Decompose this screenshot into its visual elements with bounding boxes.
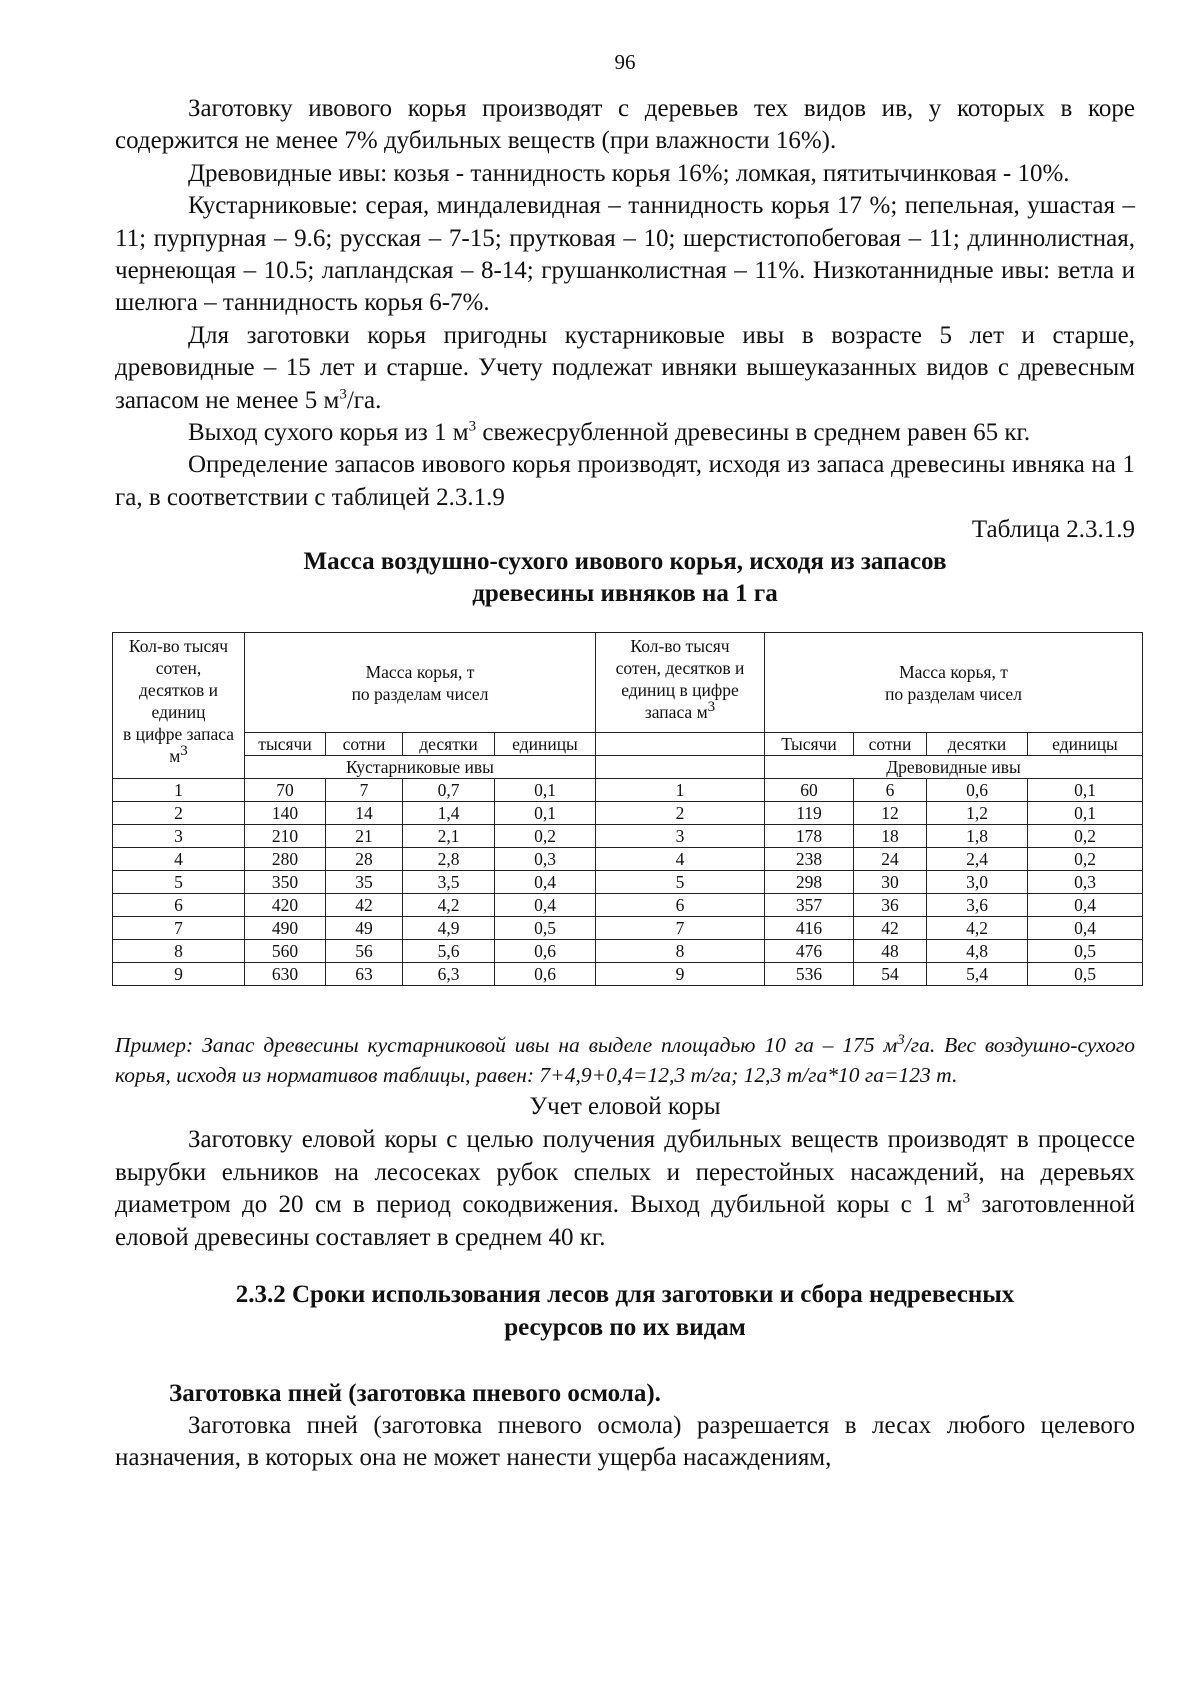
table-cell: 5 [596,871,765,894]
table-cell: 9 [113,963,245,986]
subheader-cell: сотни [854,733,927,756]
subheader-cell: единицы [495,733,596,756]
table-row [113,779,1143,802]
table-cell: 7 [596,917,765,940]
subheader-cell: десятки [403,733,495,756]
table-cell: 54 [854,963,927,986]
table-cell: 298 [765,871,854,894]
table-row [113,963,1143,986]
table-cell: 1,8 [927,825,1028,848]
subheader-cell: Тысячи [765,733,854,756]
table-cell: 3,5 [403,871,495,894]
header-mass-right: Масса корья, т по разделам чисел [765,633,1143,733]
table-cell: 0,1 [1028,779,1143,802]
table-cell: 60 [765,779,854,802]
table-cell: 18 [854,825,927,848]
paragraph-5: Выход сухого корья из 1 $м^3$ свежесрубленной древесины в среднем равен 65 кг. [188,418,1031,447]
table-cell: 357 [765,894,854,917]
table-cell: 416 [765,917,854,940]
table-cell: 4,9 [403,917,495,940]
table-row [113,802,1143,825]
table-cell: 49 [326,917,403,940]
table-title-line-2: древесины ивняков на 1 га [472,580,778,608]
table-cell: 6 [596,894,765,917]
table-cell: 6 [113,894,245,917]
table-cell: 3,0 [927,871,1028,894]
paragraph-2: Древовидные ивы: козья - таннидность корья 16%; ломкая, пятитычинковая - 10%. [188,159,1070,187]
table-cell: 0,6 [927,779,1028,802]
table-cell: 0,1 [495,779,596,802]
bark-mass-table [112,632,1143,986]
table-cell: 2 [113,802,245,825]
table-cell: 28 [326,848,403,871]
table-cell: 420 [245,894,326,917]
table-cell: 8 [113,940,245,963]
table-cell: 3,6 [927,894,1028,917]
table-cell: 0,1 [1028,802,1143,825]
table-cell: 0,5 [1028,940,1143,963]
table-label: Таблица 2.3.1.9 [971,516,1135,544]
table-row [113,848,1143,871]
table-cell: 36 [854,894,927,917]
table-cell: 0,3 [495,848,596,871]
table-cell: 1 [596,779,765,802]
subheader-cell: сотни [326,733,403,756]
group-tree-willows: Древовидные ивы [765,756,1143,779]
table-cell: 35 [326,871,403,894]
table-cell: 560 [245,940,326,963]
table-cell: 42 [326,894,403,917]
table-cell: 30 [854,871,927,894]
table-cell: 238 [765,848,854,871]
table-cell: 536 [765,963,854,986]
table-cell: 4,2 [403,894,495,917]
table-cell: 2,4 [927,848,1028,871]
page-number: 96 [614,50,636,74]
table-cell: 0,1 [495,802,596,825]
table-cell: 70 [245,779,326,802]
table-cell: 7 [326,779,403,802]
table-cell: 140 [245,802,326,825]
table-cell: 5,6 [403,940,495,963]
subsection-heading: Заготовка пней (заготовка пневого осмола). [169,1379,661,1407]
table-cell: 0,5 [1028,963,1143,986]
table-cell: 12 [854,802,927,825]
table-cell: 2,1 [403,825,495,848]
header-quantity-right: Кол-во тысяч сотен, десятков и единиц в цифре запаса $м^3$ [596,633,765,733]
subheader-cell: единицы [1028,733,1143,756]
table-cell: 0,4 [495,871,596,894]
table-row [113,917,1143,940]
table-cell: 5,4 [927,963,1028,986]
table-cell: 0,7 [403,779,495,802]
subheader-cell: десятки [927,733,1028,756]
table-cell: 119 [765,802,854,825]
table-row [113,940,1143,963]
table-cell: 476 [765,940,854,963]
table-cell: 14 [326,802,403,825]
table-cell: 0,6 [495,940,596,963]
table-cell: 350 [245,871,326,894]
table-cell: 0,6 [495,963,596,986]
table-cell: 280 [245,848,326,871]
table-cell: 24 [854,848,927,871]
paragraph-7: Заготовку еловой коры с целью получения дубильных веществ производят в процессе вырубки ельников на лесосеках рубок спелых и перестойных насаждений, на деревьях диаметром до 20 см в период сокодвижения. Выход дубильной коры с 1 $м^3$ заготовленной еловой древесины составляет в среднем 40 кг. [115,1126,1135,1251]
table-cell: 0,5 [495,917,596,940]
subheader-cell: тысячи [245,733,326,756]
table-cell: 56 [326,940,403,963]
table-title-line-1: Масса воздушно-сухого ивового корья, исходя из запасов [303,548,947,576]
header-mass-left: Масса корья, т по разделам чисел [245,633,596,733]
paragraph-8: Заготовка пней (заготовка пневого осмола) разрешается в лесах любого целевого назначения, в которых она не может нанести ущерба насаждениям, [115,1411,1135,1472]
table-cell: 7 [113,917,245,940]
table-cell: 0,4 [495,894,596,917]
header-quantity-left: Кол-во тысяч сотен, десятков и единиц в цифре запаса $м^3$ [113,633,245,779]
table-row [113,825,1143,848]
table-cell: 0,2 [1028,825,1143,848]
table-cell: 4,8 [927,940,1028,963]
table-cell: 630 [245,963,326,986]
table-cell: 48 [854,940,927,963]
document-page [115,40,1135,1475]
table-row [113,894,1143,917]
table-cell: 8 [596,940,765,963]
paragraph-3: Кустарниковые: серая, миндалевидная – таннидность корья 17 %; пепельная, ушастая – 11; пурпурная – 9.6; русская – 7-15; прутковая – 10; шерстистопобеговая – 11; длиннолистная, чернеющая – 10.5; лапландская – 8-14; грушанколистная – 11%. Низкотаннидные ивы: ветла и шелюга – таннидность корья 6-7%. [115,192,1135,317]
example-note: Пример: Запас древесины кустарниковой ивы на выделе площадью 10 га – 175 $м^3/га$. Вес воздушно-сухого корья, исходя из нормативов таблицы, равен: 7+4,9+0,4=12,3 т/га; 12,3 т/га*10 га=123 т. [115,1032,1135,1088]
subheader-empty [596,733,765,756]
paragraph-4: Для заготовки корья пригодны кустарниковые ивы в возрасте 5 лет и старше, древовидные – 15 лет и старше. Учету подлежат ивняки вышеуказанных видов с древесным запасом не менее 5 $м^3/га$. [115,321,1135,414]
table-cell: 1 [113,779,245,802]
table-cell: 63 [326,963,403,986]
table-cell: 6,3 [403,963,495,986]
table-cell: 178 [765,825,854,848]
table-cell: 0,4 [1028,917,1143,940]
table-cell: 3 [596,825,765,848]
table-cell: 4 [113,848,245,871]
table-cell: 0,4 [1028,894,1143,917]
table-cell: 6 [854,779,927,802]
table-cell: 4 [596,848,765,871]
table-cell: 2 [596,802,765,825]
table-cell: 0,2 [495,825,596,848]
table-cell: 210 [245,825,326,848]
table-cell: 2,8 [403,848,495,871]
table-cell: 42 [854,917,927,940]
group-empty [596,756,765,779]
paragraph-6: Определение запасов ивового корья производят, исходя из запаса древесины ивняка на 1 га, в соответствии с таблицей 2.3.1.9 [115,451,1135,511]
section-title: 2.3.2 Сроки использования лесов для заготовки и сбора недревесных ресурсов по их видам [235,1280,1015,1341]
group-shrub-willows: Кустарниковые ивы [245,756,596,779]
table-cell: 4,2 [927,917,1028,940]
table-cell: 0,3 [1028,871,1143,894]
paragraph-1: Заготовку ивового корья производят с деревьев тех видов ив, у которых в коре содержится не менее 7% дубильных веществ (при влажности 16%). [115,95,1135,155]
table-row [113,871,1143,894]
table-cell: 9 [596,963,765,986]
table-cell: 5 [113,871,245,894]
table-body [113,779,1143,986]
table-cell: 1,2 [927,802,1028,825]
table-cell: 3 [113,825,245,848]
table-cell: 1,4 [403,802,495,825]
subheading-spruce-bark: Учет еловой коры [529,1093,721,1121]
table-cell: 21 [326,825,403,848]
table-cell: 490 [245,917,326,940]
table-cell: 0,2 [1028,848,1143,871]
